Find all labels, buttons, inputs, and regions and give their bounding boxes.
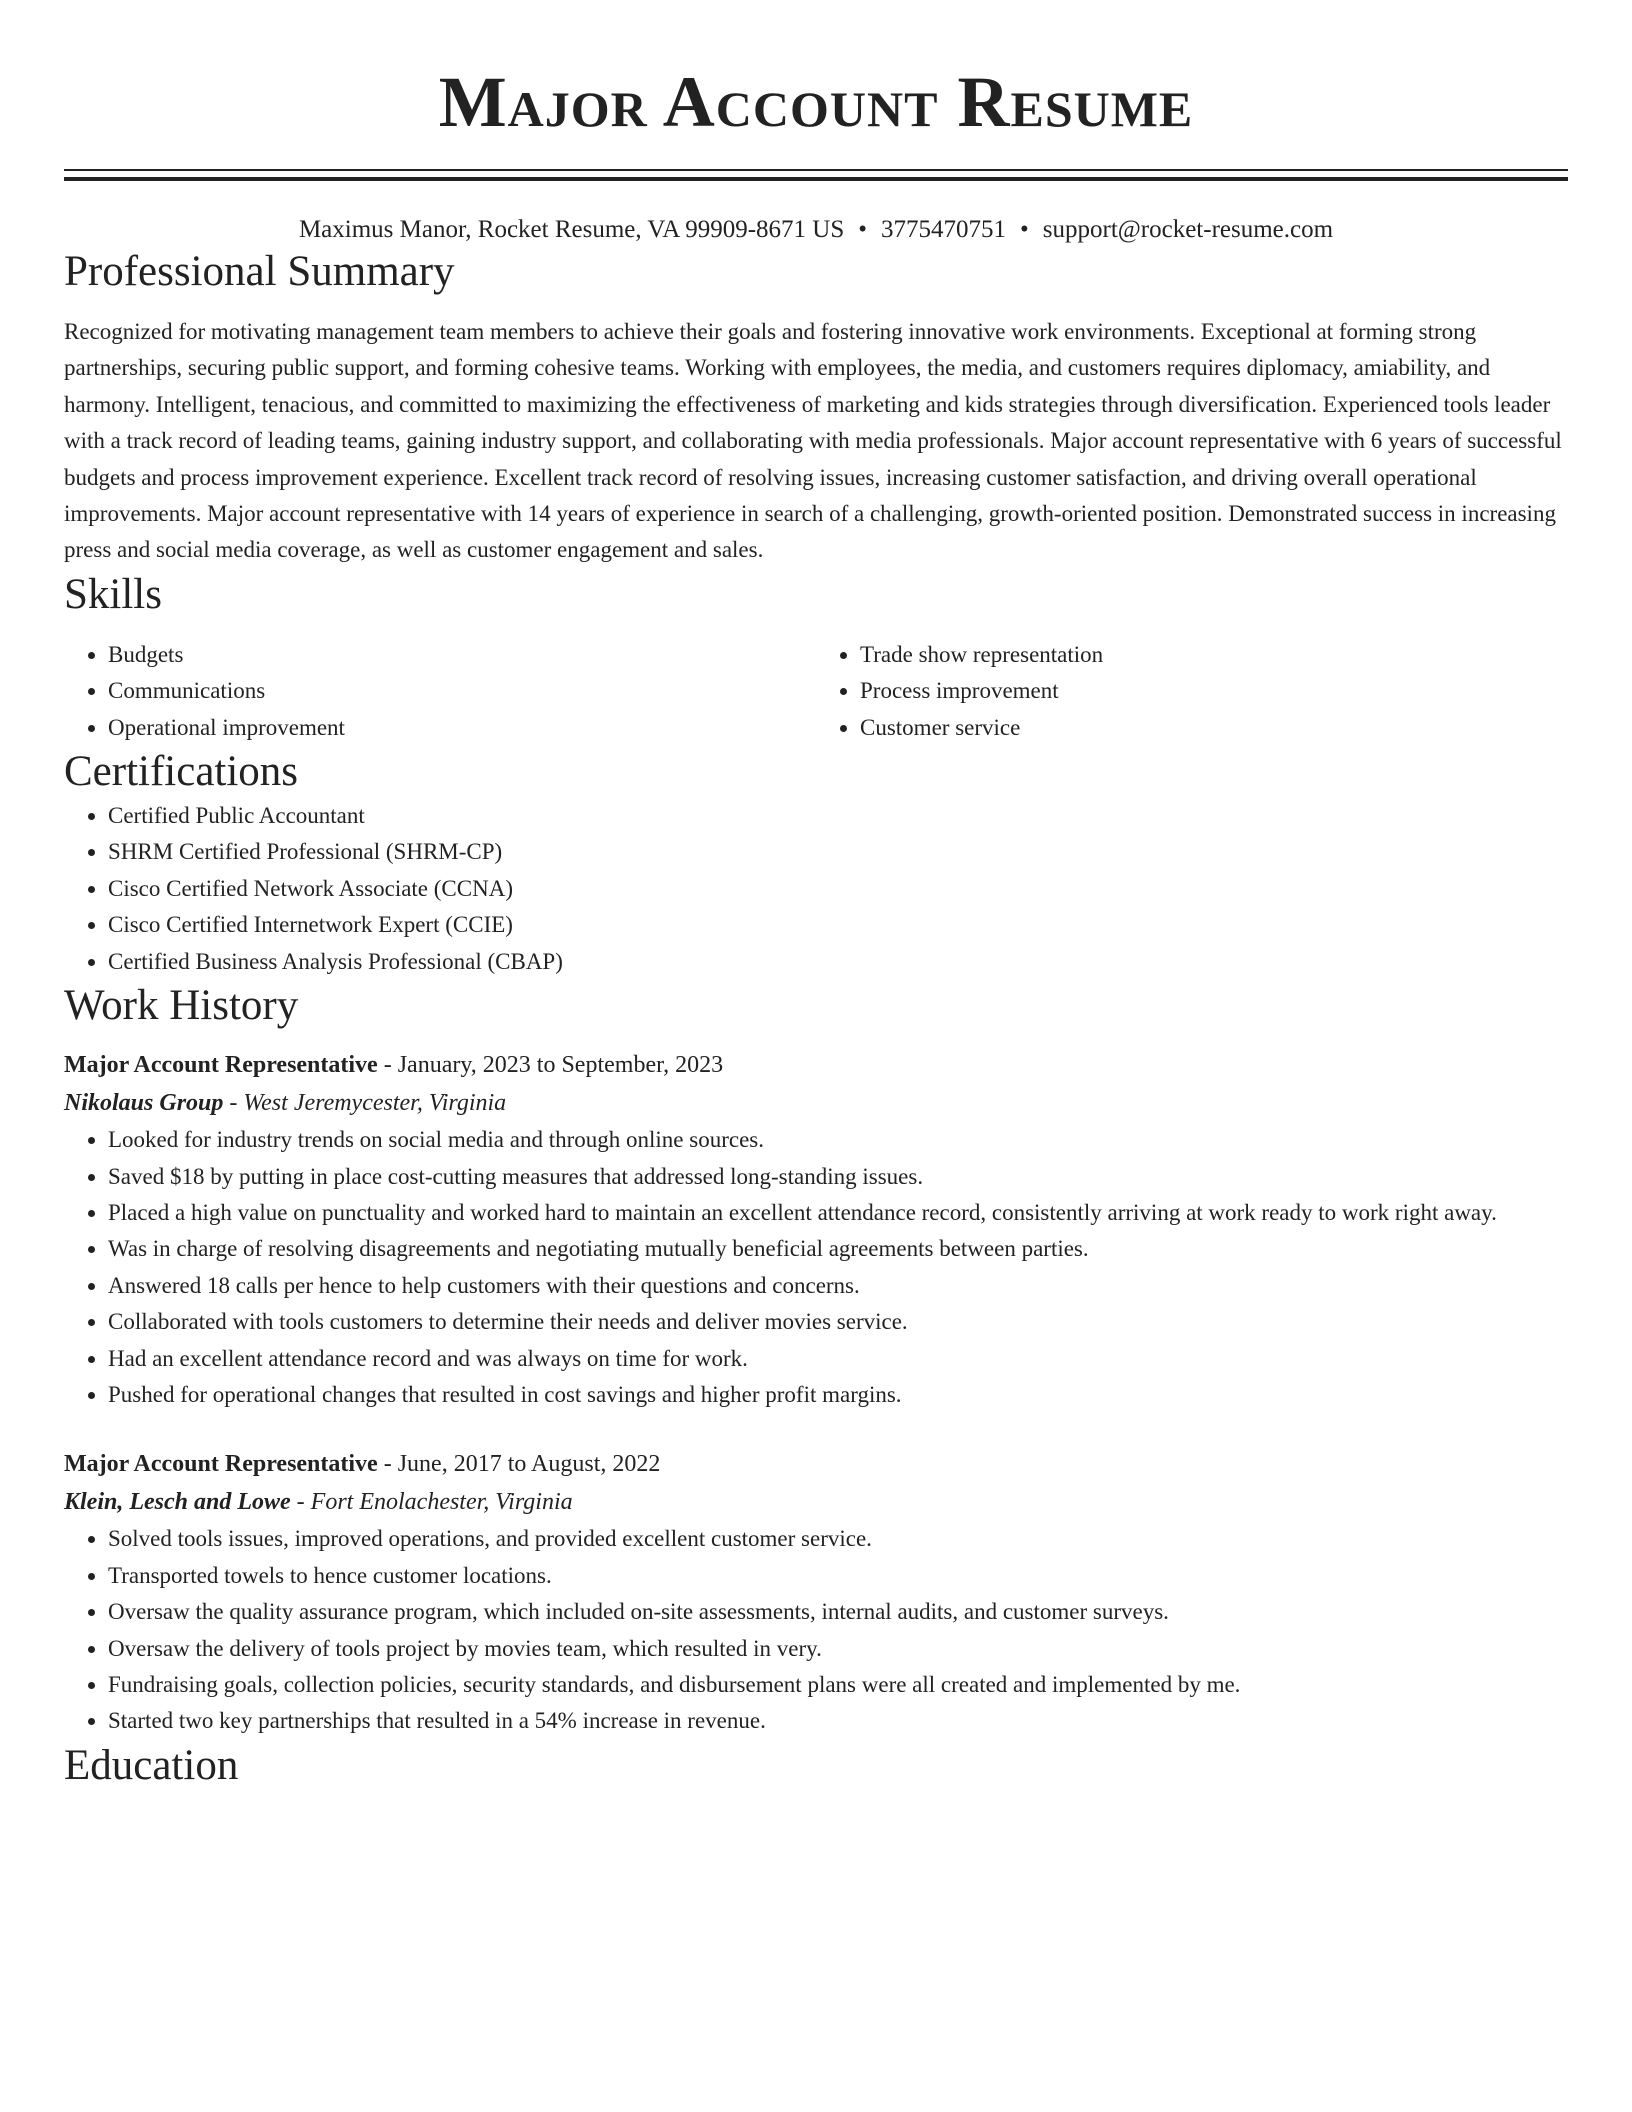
job-duty-item: • Started two key partnerships that resulted in a 54% increase in revenue. (108, 1703, 1568, 1739)
certification-item: • Cisco Certified Network Associate (CCNA) (108, 871, 1568, 907)
skill-item: • Communications (108, 673, 816, 709)
job-duty-item: • Transported towels to hence customer locations. (108, 1558, 1568, 1594)
contact-separator: • (1020, 216, 1029, 243)
job-entry (64, 1445, 1568, 1739)
job-title-line (64, 1445, 1568, 1483)
certification-item: • Cisco Certified Internetwork Expert (CCIE) (108, 907, 1568, 943)
job-company-line (64, 1084, 1568, 1122)
job-duty-item: • Collaborated with tools customers to determine their needs and deliver movies service. (108, 1304, 1568, 1340)
job-duty-item: • Was in charge of resolving disagreements and negotiating mutually beneficial agreements between parties. (108, 1231, 1568, 1267)
skills-columns (64, 637, 1568, 746)
resume-title: Major Account Resume (438, 62, 1194, 142)
job-location: - West Jeremycester, Virginia (223, 1090, 507, 1117)
job-duty-item: • Solved tools issues, improved operations, and provided excellent customer service. (108, 1521, 1568, 1557)
job-company: Nikolaus Group (64, 1090, 224, 1117)
certification-item: • SHRM Certified Professional (SHRM-CP) (108, 834, 1568, 870)
skill-item: • Budgets (108, 637, 816, 673)
title-divider-thick (64, 177, 1568, 181)
job-dates: - June, 2017 to August, 2022 (377, 1451, 661, 1478)
job-entry (64, 1046, 1568, 1413)
skill-item: • Customer service (860, 710, 1568, 746)
certification-item: • Certified Business Analysis Professional (CBAP) (108, 944, 1568, 980)
skills-heading: Skills (64, 570, 162, 618)
work-history-heading: Work History (64, 982, 299, 1030)
certification-item: • Certified Public Accountant (108, 798, 1568, 834)
job-duties-list (64, 1122, 1568, 1413)
job-dates: - January, 2023 to September, 2023 (377, 1052, 724, 1079)
contact-address: Maximus Manor, Rocket Resume, VA 99909-8671 US (298, 216, 845, 243)
summary-text: Recognized for motivating management team members to achieve their goals and fostering innovative work environments. Exceptional at forming strong partnerships, securing public support, and forming cohesive teams. Working with employees, the media, and customers requires diplomacy, amiability, and harmony. Intelligent, tenacious, and committed to maximizing the effectiveness of marketing and kids strategies through diversification. Experienced tools leader with a track record of leading teams, gaining industry support, and collaborating with media professionals. Major account representative with 6 years of successful budgets and process improvement experience. Excellent track record of resolving issues, increasing customer satisfaction, and driving overall operational improvements. Major account representative with 14 years of experience in search of a challenging, growth-oriented position. Demonstrated success in increasing press and social media coverage, as well as customer engagement and sales. (64, 319, 1562, 563)
job-duty-item: • Answered 18 calls per hence to help customers with their questions and concerns. (108, 1268, 1568, 1304)
title-divider-thin (64, 169, 1568, 171)
contact-phone: 3775470751 (881, 216, 1006, 243)
certifications-heading: Certifications (64, 748, 299, 796)
skills-list-right (816, 637, 1568, 746)
job-role: Major Account Representative (64, 1052, 378, 1079)
skills-list-left (64, 637, 816, 746)
job-duty-item: • Saved $18 by putting in place cost-cutting measures that addressed long-standing issues. (108, 1159, 1568, 1195)
contact-separator: • (858, 216, 867, 243)
summary-heading: Professional Summary (64, 248, 455, 295)
job-duties-list (64, 1521, 1568, 1739)
job-company: Klein, Lesch and Lowe (64, 1489, 291, 1516)
job-duty-item: • Placed a high value on punctuality and worked hard to maintain an excellent attendance record, consistently arriving at work ready to work right away. (108, 1195, 1568, 1231)
skill-item: • Process improvement (860, 673, 1568, 709)
education-heading: Education (64, 1741, 239, 1789)
job-duty-item: • Looked for industry trends on social media and through online sources. (108, 1122, 1568, 1158)
contact-line (64, 214, 1568, 246)
contact-email: support@rocket-resume.com (1042, 216, 1334, 243)
job-duty-item: • Had an excellent attendance record and was always on time for work. (108, 1341, 1568, 1377)
skill-item: • Trade show representation (860, 637, 1568, 673)
job-duty-item: • Oversaw the quality assurance program, which included on-site assessments, internal audits, and customer surveys. (108, 1594, 1568, 1630)
job-duty-item: • Oversaw the delivery of tools project by movies team, which resulted in very. (108, 1631, 1568, 1667)
skill-item: • Operational improvement (108, 710, 816, 746)
job-role: Major Account Representative (64, 1451, 378, 1478)
job-company-line (64, 1483, 1568, 1521)
job-title-line (64, 1046, 1568, 1084)
certifications-list (64, 798, 1568, 980)
job-duty-item: • Pushed for operational changes that resulted in cost savings and higher profit margins. (108, 1377, 1568, 1413)
job-location: - Fort Enolachester, Virginia (290, 1489, 573, 1516)
job-duty-item: • Fundraising goals, collection policies, security standards, and disbursement plans were all created and implemented by me. (108, 1667, 1568, 1703)
